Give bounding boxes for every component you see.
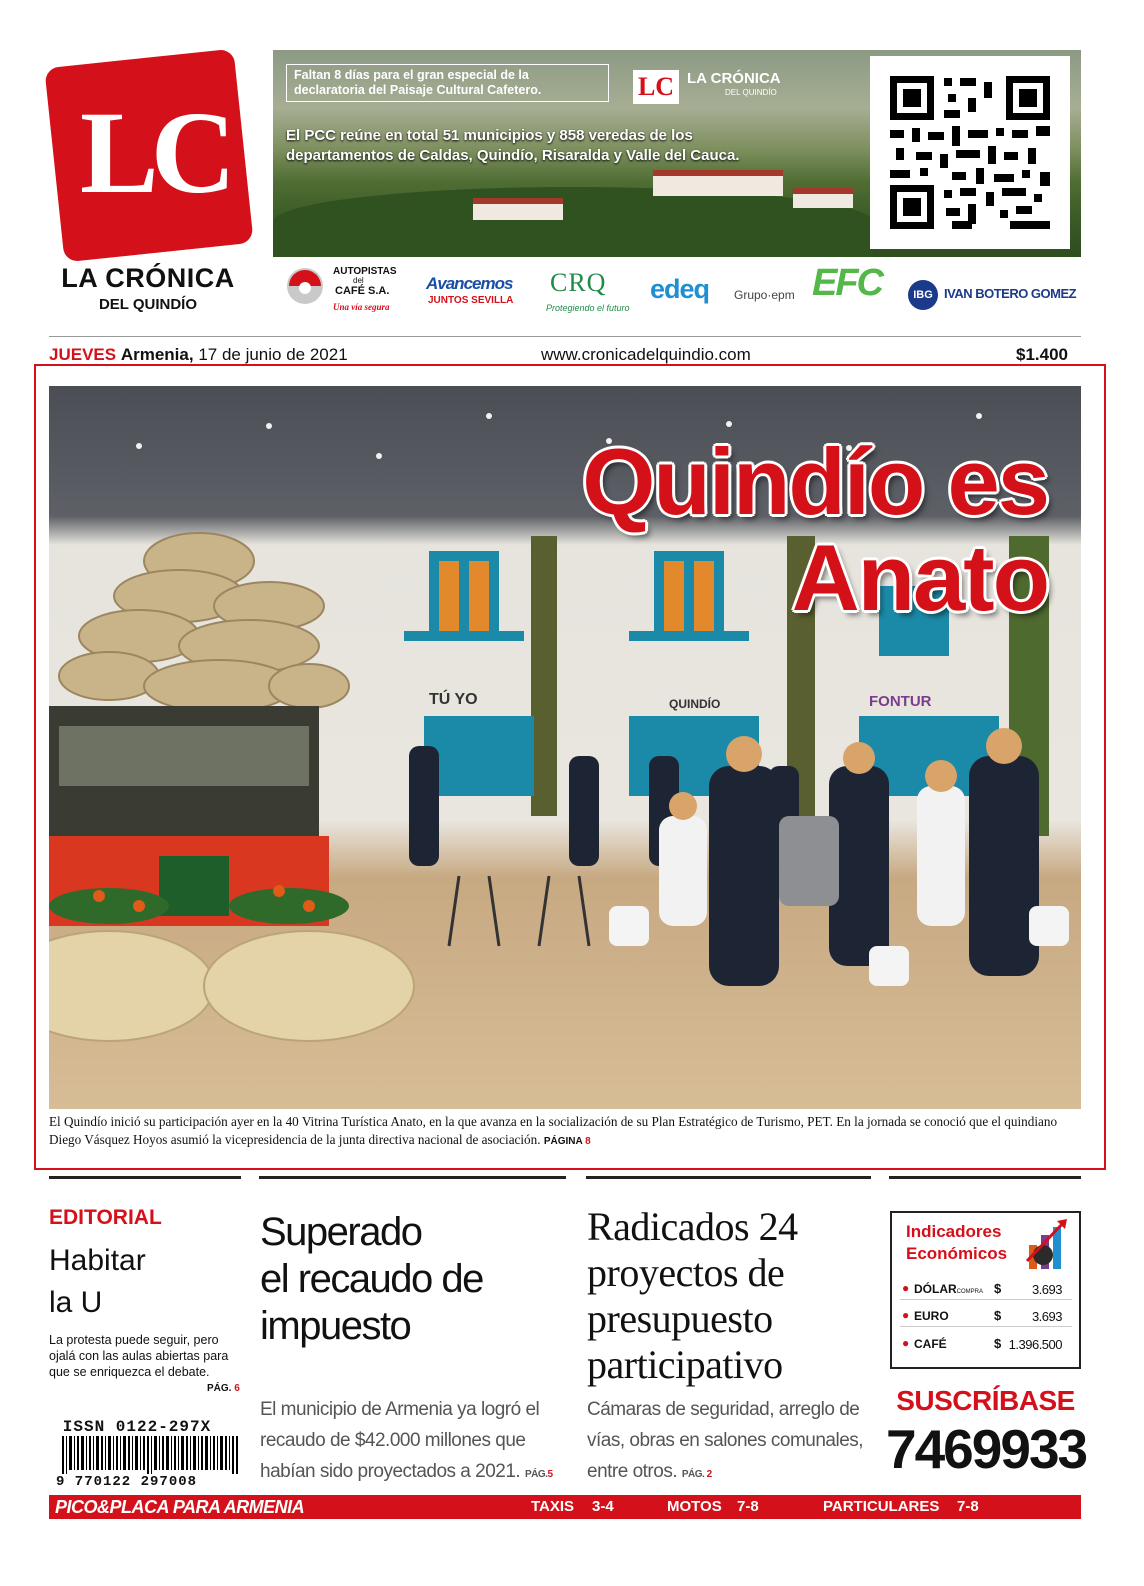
indicator-value: 3.693 bbox=[1031, 1309, 1062, 1324]
barcode-digits: 9 770122 297008 bbox=[56, 1474, 198, 1490]
column-rule bbox=[889, 1176, 1081, 1179]
editorial-page-ref[interactable] bbox=[207, 1383, 240, 1394]
ad-house bbox=[793, 188, 853, 208]
column-rule bbox=[259, 1176, 566, 1179]
story1-page-label: PÁG. bbox=[525, 1469, 548, 1480]
story2-page-ref[interactable] bbox=[682, 1469, 712, 1480]
story1-body bbox=[260, 1394, 570, 1490]
editorial-title-line2: la U bbox=[49, 1286, 103, 1319]
story1-body-line3: habían sido proyectados a 2021. bbox=[260, 1461, 521, 1482]
caption-page-label: PÁGINA bbox=[543, 1136, 583, 1147]
photo-caption bbox=[49, 1113, 1084, 1151]
editorial-page-label: PÁG. bbox=[207, 1383, 232, 1394]
story1-body-line1: El municipio de Armenia ya logró el bbox=[260, 1399, 540, 1420]
column-rule bbox=[49, 1176, 241, 1179]
indicator-name: CAFÉ bbox=[914, 1337, 947, 1351]
sponsor-crq[interactable] bbox=[546, 262, 646, 320]
autopistas-line2: del bbox=[353, 276, 364, 285]
indicator-bullet-icon: ● bbox=[902, 1281, 910, 1295]
indicators-title-line2: Económicos bbox=[906, 1244, 1008, 1263]
headline-line1: Quindío es bbox=[582, 429, 1048, 534]
story1-page-num: 5 bbox=[547, 1469, 553, 1480]
qr-code-icon bbox=[890, 76, 1050, 229]
crq-tagline: Protegiendo el futuro bbox=[546, 303, 630, 313]
pico-placa-bar bbox=[49, 1495, 1081, 1519]
ad-brand-sub: DEL QUINDÍO bbox=[725, 88, 777, 97]
story2-body-line3: entre otros. bbox=[587, 1461, 678, 1482]
pico-placa-title: PICO&PLACA PARA ARMENIA bbox=[55, 1497, 305, 1517]
ad-countdown-text: Faltan 8 días para el gran especial de la declaratoria del Paisaje Cultural Cafetero. bbox=[286, 64, 609, 102]
caption-page-num: 8 bbox=[585, 1136, 591, 1147]
story2-body-line2: vías, obras en salones comunales, bbox=[587, 1430, 864, 1451]
autopistas-icon bbox=[285, 266, 325, 306]
edeq-name: edeq bbox=[650, 274, 710, 304]
pico-motos-value: 7-8 bbox=[737, 1498, 759, 1515]
edeq-group: Grupo·epm bbox=[734, 288, 795, 302]
autopistas-tagline: Una vía segura bbox=[333, 302, 390, 312]
pico-motos-label: MOTOS bbox=[667, 1498, 722, 1515]
sponsor-autopistas[interactable] bbox=[285, 262, 405, 320]
dateline-day: JUEVES bbox=[49, 345, 117, 364]
sponsor-efc[interactable] bbox=[810, 262, 905, 320]
issn-label: ISSN 0122-297X bbox=[62, 1418, 212, 1436]
ad-brand-name: LA CRÓNICA bbox=[687, 70, 781, 87]
crq-name: CRQ bbox=[550, 268, 607, 297]
qr-code[interactable] bbox=[870, 56, 1070, 249]
subscribe-phone[interactable]: 7469933 bbox=[886, 1418, 1087, 1480]
ad-lc-logo: LC bbox=[633, 70, 679, 104]
indicator-bullet-icon: ● bbox=[902, 1336, 910, 1350]
story1-page-ref[interactable] bbox=[525, 1469, 553, 1480]
pico-taxis-label: TAXIS bbox=[531, 1498, 575, 1515]
editorial-page-num: 6 bbox=[234, 1383, 240, 1394]
autopistas-line3: CAFÉ S.A. bbox=[335, 285, 390, 297]
story1-title-line1: Superado bbox=[260, 1210, 422, 1254]
indicator-name: DÓLARCOMPRA bbox=[914, 1282, 984, 1296]
indicator-row-dolar bbox=[900, 1278, 1072, 1300]
indicator-name: EURO bbox=[914, 1309, 949, 1323]
indicator-row-euro bbox=[900, 1305, 1072, 1327]
story2-title-line2: proyectos de bbox=[587, 1250, 785, 1295]
sponsor-ibg[interactable] bbox=[908, 262, 1083, 320]
pico-particulares-label: PARTICULARES bbox=[823, 1498, 940, 1515]
story1-title[interactable] bbox=[260, 1209, 570, 1350]
story2-page-num: 2 bbox=[706, 1469, 712, 1480]
story1-title-line3: impuesto bbox=[260, 1304, 411, 1348]
economic-indicators-box bbox=[890, 1211, 1081, 1369]
autopistas-line1: AUTOPISTAS bbox=[333, 266, 397, 277]
story2-title[interactable] bbox=[587, 1204, 877, 1388]
indicator-value: 1.396.500 bbox=[1008, 1337, 1062, 1352]
ibg-badge: IBG bbox=[908, 280, 938, 310]
sign-fontur: FONTUR bbox=[869, 693, 932, 710]
dateline-left bbox=[49, 345, 348, 365]
sign-tuyo: TÚ YO bbox=[429, 691, 478, 708]
subscribe-label[interactable]: SUSCRÍBASE bbox=[896, 1385, 1075, 1416]
pico-taxis-value: 3-4 bbox=[592, 1498, 614, 1515]
story2-body bbox=[587, 1394, 877, 1490]
editorial-title-line1: Habitar bbox=[49, 1244, 146, 1277]
indicator-bullet-icon: ● bbox=[902, 1308, 910, 1322]
story2-title-line3: presupuesto bbox=[587, 1296, 773, 1341]
story2-body-line1: Cámaras de seguridad, arreglo de bbox=[587, 1399, 860, 1420]
column-rule bbox=[586, 1176, 871, 1179]
editorial-title[interactable] bbox=[49, 1240, 229, 1324]
barcode-icon bbox=[62, 1436, 238, 1474]
ad-banner[interactable] bbox=[273, 50, 1081, 257]
story2-title-line1: Radicados 24 bbox=[587, 1204, 798, 1249]
indicator-value: 3.693 bbox=[1031, 1282, 1062, 1297]
caption-text: El Quindío inició su participación ayer en la 40 Vitrina Turística Anato, en la que avanza en la socialización de su Plan Estratégico de Turismo, PET. En la jornada se conoció que el quindiano Diego Vásquez Hoyos asumió la vicepresidencia de la junta directiva nacional de asociación. bbox=[49, 1114, 1058, 1147]
logo-letters: LC bbox=[80, 87, 228, 218]
indicator-currency: $ bbox=[994, 1336, 1002, 1351]
story2-page-label: PÁG. bbox=[681, 1469, 705, 1480]
efc-name: EFC bbox=[812, 262, 882, 304]
editorial-label: EDITORIAL bbox=[49, 1206, 162, 1229]
chart-graphic-icon bbox=[1025, 1215, 1073, 1273]
sponsor-edeq[interactable] bbox=[650, 262, 810, 320]
indicators-title bbox=[906, 1221, 1007, 1265]
main-photo[interactable] bbox=[49, 386, 1081, 1109]
editorial-body: La protesta puede seguir, pero ojalá con las aulas abiertas para que se enriquezca el debate. bbox=[49, 1333, 229, 1379]
story2-title-line4: participativo bbox=[587, 1342, 783, 1387]
website-link[interactable]: www.cronicadelquindio.com bbox=[541, 345, 751, 364]
story1-body-line2: recaudo de $42.000 millones que bbox=[260, 1430, 526, 1451]
avancemos-line1: Avancemos bbox=[426, 274, 513, 293]
sponsor-avancemos[interactable] bbox=[420, 262, 530, 320]
pico-particulares-value: 7-8 bbox=[957, 1498, 979, 1515]
ad-house bbox=[473, 198, 563, 220]
sign-quindio: QUINDÍO bbox=[669, 697, 721, 711]
caption-page-ref[interactable] bbox=[544, 1136, 591, 1147]
main-headline[interactable] bbox=[582, 429, 1048, 630]
story1-title-line2: el recaudo de bbox=[260, 1257, 483, 1301]
indicator-row-cafe bbox=[900, 1333, 1072, 1355]
masthead-logo bbox=[48, 58, 248, 323]
headline-line2: Anato bbox=[791, 525, 1048, 630]
indicators-title-line1: Indicadores bbox=[906, 1222, 1002, 1241]
indicator-currency: $ bbox=[994, 1308, 1002, 1323]
dateline-city: Armenia, bbox=[120, 345, 194, 364]
newspaper-subname: DEL QUINDÍO bbox=[98, 296, 198, 313]
price: $1.400 bbox=[1016, 345, 1068, 364]
indicator-currency: $ bbox=[994, 1281, 1002, 1296]
dateline-top-rule bbox=[49, 336, 1081, 337]
ibg-name: IVAN BOTERO GOMEZ bbox=[944, 286, 1077, 301]
ad-hill-shape bbox=[273, 187, 873, 257]
newspaper-name: LA CRÓNICA bbox=[61, 263, 235, 293]
ad-house bbox=[653, 170, 783, 196]
avancemos-line2: JUNTOS SEVILLA bbox=[428, 295, 514, 306]
ad-body-text: El PCC reúne en total 51 municipios y 858 veredas de los departamentos de Caldas, Quindío, Risaralda y Valle del Cauca. bbox=[286, 127, 740, 164]
dateline-date: 17 de junio de 2021 bbox=[198, 345, 348, 364]
